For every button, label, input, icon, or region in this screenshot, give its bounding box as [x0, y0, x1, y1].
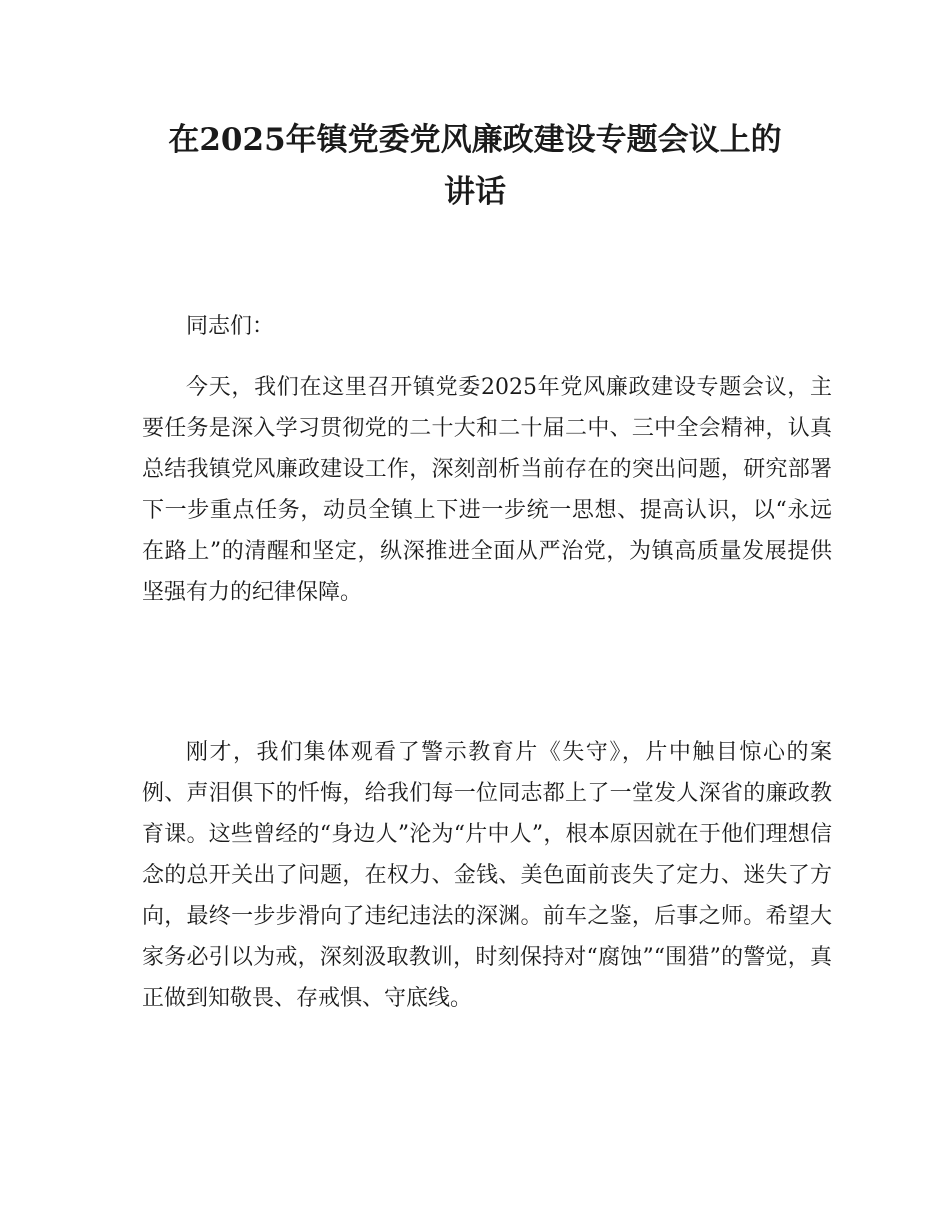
body-paragraph-2: 刚才，我们集体观看了警示教育片《失守》，片中触目惊心的案例、声泪俱下的忏悔，给我们每一位同志都上了一堂发人深省的廉政教育课。这些曾经的“身边人”沦为“片中人”，根本原因就在于他们理想信念的总开关出了问题，在权力、金钱、美色面前丧失了定力、迷失了方向，最终一步步滑向了违纪违法的深渊。前车之鉴，后事之师。希望大家务必引以为戒，深刻汲取教训，时刻保持对“腐蚀”“围猎”的警觉，真正做到知敬畏、存戒惧、守底线。: [142, 740, 832, 1011]
document-title-line-1: 在2025年镇党委党风廉政建设专题会议上的: [168, 122, 782, 158]
body-paragraph-1: 今天，我们在这里召开镇党委2025年党风廉政建设专题会议，主要任务是深入学习贯彻党的二十大和二十届二中、三中全会精神，认真总结我镇党风廉政建设工作，深刻剖析当前存在的突出问题，研究部署下一步重点任务，动员全镇上下进一步统一思想、提高认识，以“永远在路上”的清醒和坚定，纵深推进全面从严治党，为镇高质量发展提供坚强有力的纪律保障。: [142, 375, 832, 605]
greeting-paragraph: 同志们：: [186, 314, 275, 339]
document-title-line-2: 讲话: [444, 174, 506, 210]
